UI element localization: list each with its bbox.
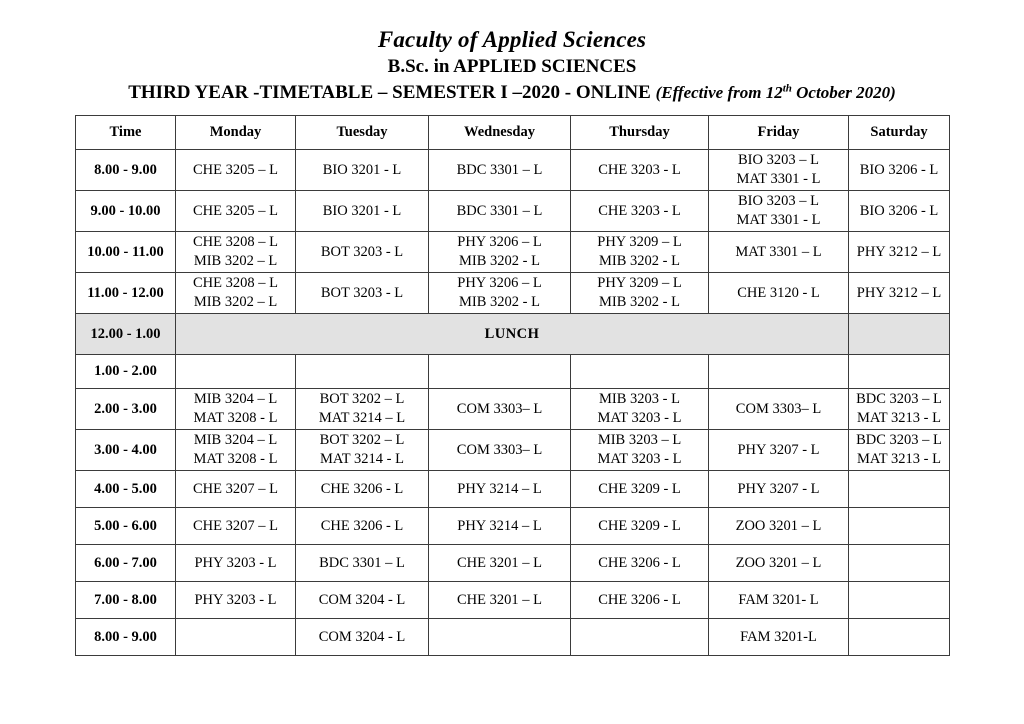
course-code: CHE 3120 - L bbox=[737, 284, 820, 301]
class-cell-friday bbox=[709, 389, 849, 430]
course-code: COM 3303– L bbox=[456, 441, 543, 458]
course-code: CHE 3206 - L bbox=[320, 480, 404, 497]
course-code: CHE 3205 – L bbox=[193, 161, 278, 178]
class-cell-friday bbox=[709, 508, 849, 545]
class-cell-wednesday bbox=[429, 619, 571, 656]
course-code: MAT 3208 - L bbox=[193, 451, 278, 467]
timetable-row bbox=[76, 619, 950, 656]
class-cell-wednesday bbox=[429, 545, 571, 582]
timetable-row bbox=[76, 314, 950, 355]
class-cell-saturday bbox=[849, 619, 950, 656]
class-cell-friday bbox=[709, 582, 849, 619]
class-cell-tuesday bbox=[296, 430, 429, 471]
course-code: FAM 3201- L bbox=[738, 591, 819, 608]
course-code: MIB 3202 - L bbox=[599, 294, 680, 310]
time-slot-label: 2.00 - 3.00 bbox=[76, 389, 176, 430]
course-code: CHE 3201 – L bbox=[457, 591, 542, 608]
course-code: MIB 3203 – L bbox=[597, 432, 682, 449]
class-cell-thursday bbox=[571, 355, 709, 389]
course-code: CHE 3206 - L bbox=[320, 517, 404, 534]
timetable-row bbox=[76, 355, 950, 389]
timetable-row bbox=[76, 273, 950, 314]
course-code: COM 3303– L bbox=[456, 400, 543, 417]
class-cell-monday bbox=[176, 355, 296, 389]
class-cell-wednesday bbox=[429, 471, 571, 508]
class-cell-tuesday bbox=[296, 545, 429, 582]
class-cell-friday bbox=[709, 471, 849, 508]
class-cell-wednesday bbox=[429, 508, 571, 545]
class-cell-saturday bbox=[849, 232, 950, 273]
class-cell-friday bbox=[709, 191, 849, 232]
course-code: BDC 3301 – L bbox=[456, 202, 543, 219]
class-cell-tuesday bbox=[296, 273, 429, 314]
class-cell-thursday bbox=[571, 191, 709, 232]
class-cell-wednesday bbox=[429, 273, 571, 314]
class-cell-wednesday bbox=[429, 191, 571, 232]
class-cell-thursday bbox=[571, 619, 709, 656]
class-cell-saturday bbox=[849, 150, 950, 191]
class-cell-saturday bbox=[849, 355, 950, 389]
course-code: CHE 3203 - L bbox=[598, 161, 681, 178]
timetable-title-main: THIRD YEAR -TIMETABLE – SEMESTER I –2020 - ONLINE bbox=[128, 81, 656, 103]
timetable-row bbox=[76, 150, 950, 191]
course-code: BOT 3202 – L bbox=[319, 391, 405, 408]
class-cell-friday bbox=[709, 355, 849, 389]
header-row bbox=[76, 116, 950, 150]
class-cell-saturday bbox=[849, 273, 950, 314]
class-cell-friday bbox=[709, 619, 849, 656]
course-code: CHE 3208 – L bbox=[193, 234, 278, 251]
class-cell-wednesday bbox=[429, 232, 571, 273]
course-code: PHY 3212 – L bbox=[856, 284, 942, 301]
column-header-thursday: Thursday bbox=[571, 116, 709, 150]
class-cell-friday bbox=[709, 545, 849, 582]
class-cell-thursday bbox=[571, 582, 709, 619]
class-cell-monday bbox=[176, 150, 296, 191]
class-cell-thursday bbox=[571, 508, 709, 545]
class-cell-monday bbox=[176, 471, 296, 508]
timetable-row bbox=[76, 471, 950, 508]
course-code: MIB 3202 – L bbox=[193, 294, 278, 310]
class-cell-friday bbox=[709, 273, 849, 314]
course-code: COM 3204 - L bbox=[318, 628, 406, 645]
course-code: MAT 3214 – L bbox=[318, 410, 406, 426]
faculty-title: Faculty of Applied Sciences bbox=[377, 27, 647, 52]
class-cell-thursday bbox=[571, 471, 709, 508]
course-code: PHY 3207 - L bbox=[737, 441, 820, 458]
class-cell-tuesday bbox=[296, 355, 429, 389]
course-code: CHE 3206 - L bbox=[598, 591, 681, 608]
time-slot-label: 7.00 - 8.00 bbox=[76, 582, 176, 619]
course-code: PHY 3206 – L bbox=[457, 275, 542, 292]
course-code: MAT 3203 - L bbox=[597, 451, 682, 467]
class-cell-saturday bbox=[849, 545, 950, 582]
class-cell-monday bbox=[176, 545, 296, 582]
class-cell-monday bbox=[176, 389, 296, 430]
column-header-wednesday: Wednesday bbox=[429, 116, 571, 150]
course-code: COM 3303– L bbox=[735, 400, 822, 417]
class-cell-thursday bbox=[571, 430, 709, 471]
class-cell-saturday bbox=[849, 471, 950, 508]
column-header-saturday: Saturday bbox=[849, 116, 950, 150]
class-cell-tuesday bbox=[296, 508, 429, 545]
class-cell-friday bbox=[709, 232, 849, 273]
course-code: CHE 3205 – L bbox=[193, 202, 278, 219]
time-slot-label: 10.00 - 11.00 bbox=[76, 232, 176, 273]
timetable-row bbox=[76, 508, 950, 545]
class-cell-wednesday bbox=[429, 430, 571, 471]
lunch-break-cell: LUNCH bbox=[176, 314, 849, 355]
course-code: ZOO 3201 – L bbox=[735, 517, 822, 534]
course-code: BOT 3203 - L bbox=[320, 243, 404, 260]
course-code: CHE 3201 – L bbox=[457, 554, 542, 571]
course-code: BIO 3203 – L bbox=[738, 193, 819, 210]
class-cell-wednesday bbox=[429, 389, 571, 430]
class-cell-monday bbox=[176, 619, 296, 656]
class-cell-tuesday bbox=[296, 232, 429, 273]
class-cell-friday bbox=[709, 150, 849, 191]
class-cell-thursday bbox=[571, 150, 709, 191]
course-code: CHE 3206 - L bbox=[598, 554, 681, 571]
column-header-monday: Monday bbox=[176, 116, 296, 150]
course-code: MIB 3202 - L bbox=[599, 253, 680, 269]
course-code: MIB 3202 - L bbox=[459, 253, 540, 269]
class-cell-tuesday bbox=[296, 191, 429, 232]
class-cell-friday bbox=[709, 430, 849, 471]
effective-suffix: October 2020) bbox=[791, 82, 896, 102]
course-code: PHY 3214 – L bbox=[457, 480, 542, 497]
course-code: BDC 3301 – L bbox=[319, 554, 405, 571]
course-code: BDC 3301 – L bbox=[456, 161, 543, 178]
class-cell-thursday bbox=[571, 273, 709, 314]
timetable-body bbox=[76, 150, 950, 656]
time-slot-label: 5.00 - 6.00 bbox=[76, 508, 176, 545]
course-code: MIB 3202 – L bbox=[193, 253, 278, 269]
course-code: COM 3204 - L bbox=[318, 591, 406, 608]
document-heading bbox=[0, 0, 1024, 105]
course-code: MIB 3204 – L bbox=[193, 391, 278, 408]
class-cell-monday bbox=[176, 430, 296, 471]
effective-prefix: (Effective from 12 bbox=[655, 82, 783, 102]
effective-date bbox=[656, 83, 896, 102]
time-slot-label: 8.00 - 9.00 bbox=[76, 150, 176, 191]
course-code: PHY 3209 – L bbox=[597, 275, 682, 292]
course-code: CHE 3209 - L bbox=[598, 480, 681, 497]
time-slot-label: 1.00 - 2.00 bbox=[76, 355, 176, 389]
effective-ordinal-suffix: th bbox=[782, 82, 792, 95]
course-code: PHY 3203 - L bbox=[194, 554, 277, 571]
course-code: BIO 3206 - L bbox=[859, 161, 939, 178]
time-slot-label: 8.00 - 9.00 bbox=[76, 619, 176, 656]
class-cell-monday bbox=[176, 273, 296, 314]
class-cell-wednesday bbox=[429, 582, 571, 619]
class-cell-tuesday bbox=[296, 389, 429, 430]
class-cell-tuesday bbox=[296, 619, 429, 656]
course-code: BIO 3203 – L bbox=[738, 152, 819, 169]
class-cell-tuesday bbox=[296, 471, 429, 508]
course-code: FAM 3201-L bbox=[740, 628, 817, 645]
course-code: PHY 3207 - L bbox=[737, 480, 820, 497]
time-slot-label: 12.00 - 1.00 bbox=[76, 314, 176, 355]
course-code: CHE 3203 - L bbox=[598, 202, 681, 219]
course-code: MIB 3202 - L bbox=[459, 294, 540, 310]
course-code: BDC 3203 – L bbox=[856, 432, 942, 449]
class-cell-saturday bbox=[849, 389, 950, 430]
timetable-row bbox=[76, 389, 950, 430]
course-code: BDC 3203 – L bbox=[856, 391, 942, 408]
course-code: BIO 3206 - L bbox=[859, 202, 939, 219]
timetable-row bbox=[76, 582, 950, 619]
course-code: MAT 3214 - L bbox=[320, 451, 404, 467]
course-code: BOT 3202 – L bbox=[319, 432, 405, 449]
course-code: PHY 3209 – L bbox=[597, 234, 682, 251]
timetable-row bbox=[76, 430, 950, 471]
column-header-tuesday: Tuesday bbox=[296, 116, 429, 150]
course-code: MAT 3301 - L bbox=[736, 171, 821, 187]
class-cell-wednesday bbox=[429, 150, 571, 191]
timetable-row bbox=[76, 545, 950, 582]
class-cell-tuesday bbox=[296, 150, 429, 191]
class-cell-saturday bbox=[849, 430, 950, 471]
class-cell-monday bbox=[176, 582, 296, 619]
timetable-title bbox=[0, 81, 1024, 105]
course-code: MAT 3208 - L bbox=[193, 410, 278, 426]
class-cell-monday bbox=[176, 508, 296, 545]
course-code: CHE 3209 - L bbox=[598, 517, 681, 534]
class-cell-saturday bbox=[849, 582, 950, 619]
degree-title: B.Sc. in APPLIED SCIENCES bbox=[387, 56, 637, 78]
course-code: CHE 3208 – L bbox=[193, 275, 278, 292]
class-cell-saturday bbox=[849, 191, 950, 232]
class-cell-thursday bbox=[571, 232, 709, 273]
course-code: CHE 3207 – L bbox=[193, 517, 278, 534]
time-slot-label: 9.00 - 10.00 bbox=[76, 191, 176, 232]
timetable-table bbox=[75, 115, 950, 656]
course-code: MIB 3204 – L bbox=[193, 432, 278, 449]
course-code: MAT 3301 - L bbox=[736, 212, 821, 228]
class-cell-thursday bbox=[571, 389, 709, 430]
class-cell-saturday bbox=[849, 508, 950, 545]
course-code: MAT 3213 - L bbox=[857, 451, 941, 467]
timetable-container bbox=[75, 115, 949, 656]
column-header-time: Time bbox=[76, 116, 176, 150]
course-code: CHE 3207 – L bbox=[193, 480, 278, 497]
class-cell-monday bbox=[176, 232, 296, 273]
time-slot-label: 11.00 - 12.00 bbox=[76, 273, 176, 314]
class-cell-tuesday bbox=[296, 582, 429, 619]
column-header-friday: Friday bbox=[709, 116, 849, 150]
lunch-cell-saturday bbox=[849, 314, 950, 355]
class-cell-thursday bbox=[571, 545, 709, 582]
course-code: ZOO 3201 – L bbox=[735, 554, 822, 571]
course-code: MAT 3301 – L bbox=[735, 243, 822, 260]
class-cell-wednesday bbox=[429, 355, 571, 389]
course-code: PHY 3203 - L bbox=[194, 591, 277, 608]
course-code: PHY 3214 – L bbox=[457, 517, 542, 534]
timetable-row bbox=[76, 191, 950, 232]
time-slot-label: 4.00 - 5.00 bbox=[76, 471, 176, 508]
class-cell-monday bbox=[176, 191, 296, 232]
time-slot-label: 3.00 - 4.00 bbox=[76, 430, 176, 471]
course-code: BIO 3201 - L bbox=[322, 202, 402, 219]
time-slot-label: 6.00 - 7.00 bbox=[76, 545, 176, 582]
course-code: MIB 3203 - L bbox=[599, 391, 680, 408]
course-code: BOT 3203 - L bbox=[320, 284, 404, 301]
course-code: PHY 3206 – L bbox=[457, 234, 542, 251]
course-code: BIO 3201 - L bbox=[322, 161, 402, 178]
course-code: PHY 3212 – L bbox=[856, 243, 942, 260]
timetable-head bbox=[76, 116, 950, 150]
timetable-row bbox=[76, 232, 950, 273]
course-code: MAT 3213 - L bbox=[857, 410, 941, 426]
course-code: MAT 3203 - L bbox=[597, 410, 682, 426]
